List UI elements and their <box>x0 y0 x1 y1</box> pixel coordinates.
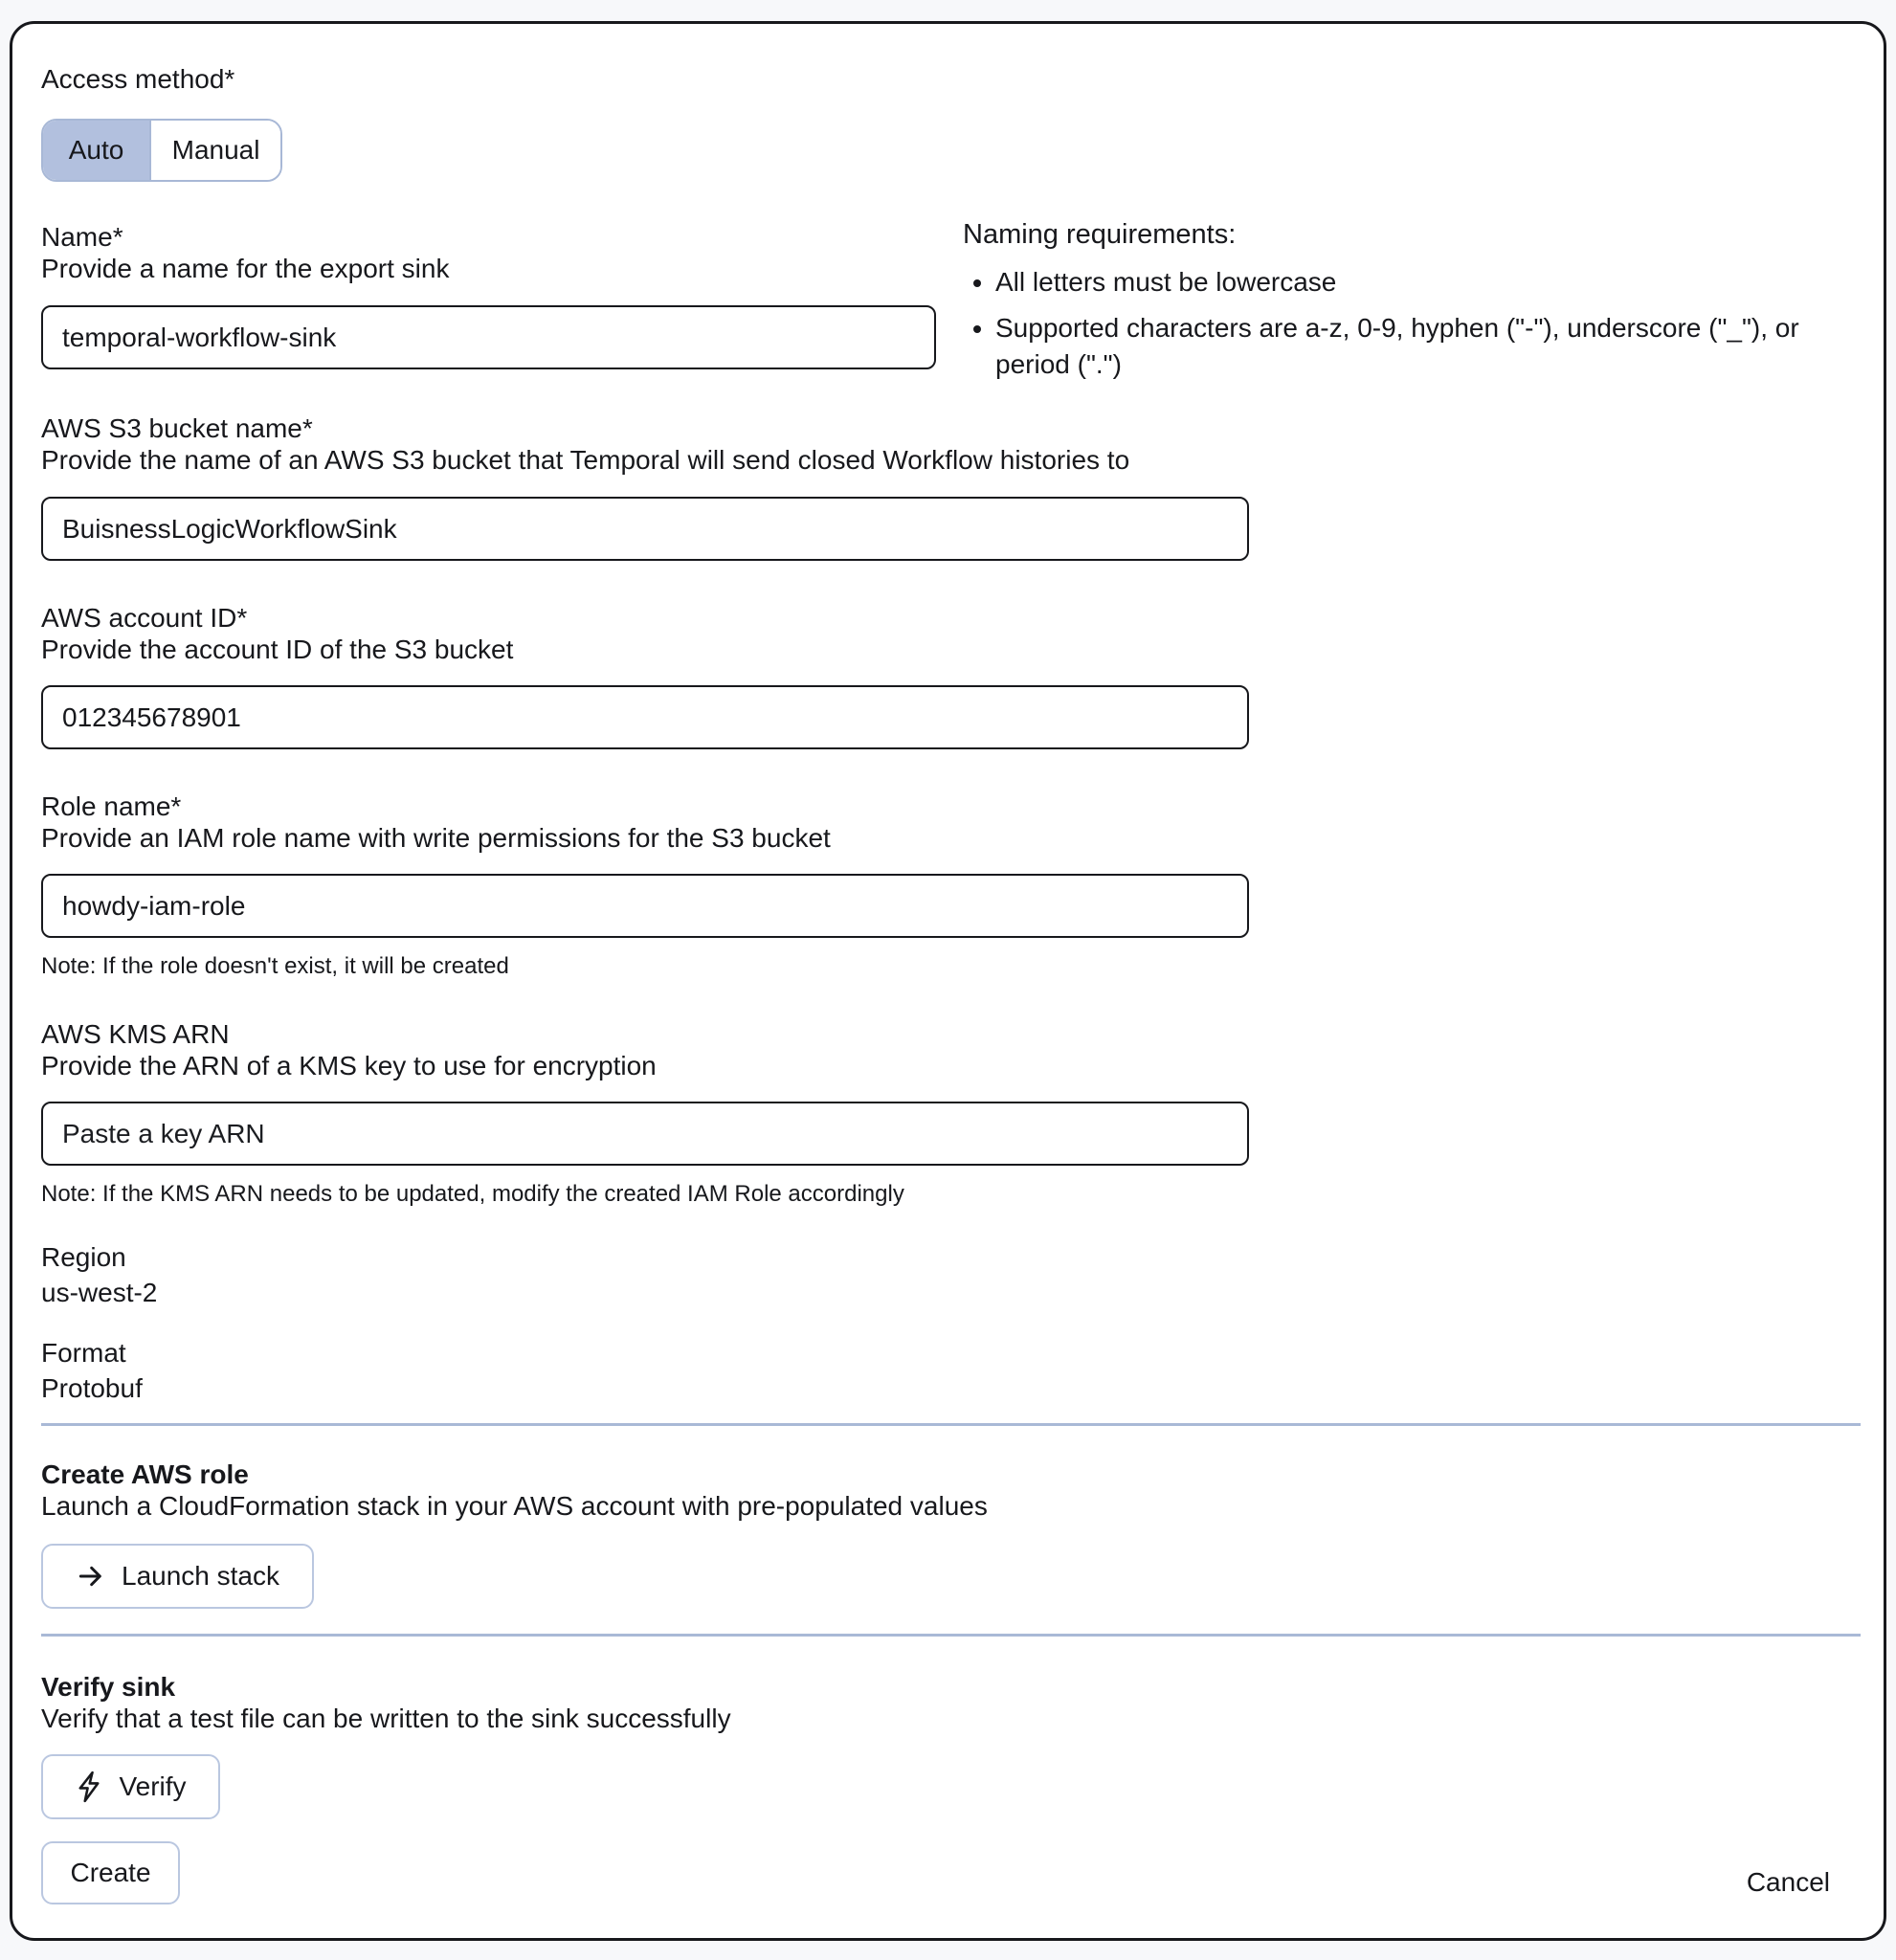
arrow-right-icon <box>76 1561 106 1592</box>
access-method-label: Access method* <box>41 64 235 94</box>
naming-requirement-item: • All letters must be lowercase <box>995 264 1863 301</box>
verify-button[interactable] <box>41 1754 220 1819</box>
section-divider <box>41 1634 1861 1637</box>
naming-requirement-item: • Supported characters are a-z, 0-9, hyphen ("-"), underscore ("_"), or period (".") <box>995 310 1863 383</box>
kms-arn-input[interactable] <box>41 1102 1249 1166</box>
create-label: Create <box>70 1858 151 1887</box>
format-value: Protobuf <box>41 1373 143 1403</box>
format-label: Format <box>41 1338 126 1368</box>
name-input[interactable] <box>41 305 936 369</box>
create-aws-role-title: Create AWS role <box>41 1459 249 1489</box>
naming-requirements-list <box>995 264 1863 383</box>
verify-label: Verify <box>119 1771 187 1801</box>
toggle-option-auto-label: Auto <box>68 135 124 165</box>
toggle-option-manual-label: Manual <box>171 135 260 165</box>
naming-requirements <box>963 216 1863 392</box>
account-id-description: Provide the account ID of the S3 bucket <box>41 635 514 664</box>
create-aws-role-description: Launch a CloudFormation stack in your AWS account with pre-populated values <box>41 1491 988 1521</box>
role-name-input[interactable] <box>41 874 1249 938</box>
launch-stack-label: Launch stack <box>122 1561 279 1591</box>
name-description: Provide a name for the export sink <box>41 254 450 283</box>
cancel-label: Cancel <box>1746 1867 1830 1897</box>
access-method-toggle <box>41 119 282 182</box>
account-id-label: AWS account ID* <box>41 603 248 633</box>
launch-stack-button[interactable] <box>41 1544 314 1609</box>
lightning-icon <box>75 1771 103 1803</box>
s3-bucket-input[interactable] <box>41 497 1249 561</box>
cancel-button[interactable] <box>1747 1854 1830 1911</box>
export-sink-form <box>10 21 1886 1941</box>
s3-bucket-description: Provide the name of an AWS S3 bucket that Temporal will send closed Workflow histories to <box>41 445 1130 475</box>
region-value: us-west-2 <box>41 1278 158 1307</box>
kms-arn-note: Note: If the KMS ARN needs to be updated, modify the created IAM Role accordingly <box>41 1181 904 1207</box>
verify-sink-description: Verify that a test file can be written to the sink successfully <box>41 1704 731 1733</box>
toggle-option-auto[interactable] <box>43 121 149 180</box>
name-label: Name* <box>41 222 123 252</box>
create-button[interactable] <box>41 1841 180 1904</box>
s3-bucket-label: AWS S3 bucket name* <box>41 413 313 443</box>
region-label: Region <box>41 1242 126 1272</box>
kms-arn-label: AWS KMS ARN <box>41 1019 230 1049</box>
kms-arn-description: Provide the ARN of a KMS key to use for encryption <box>41 1051 657 1080</box>
role-name-label: Role name* <box>41 791 182 821</box>
naming-requirements-title: Naming requirements: <box>963 219 1237 250</box>
account-id-input[interactable] <box>41 685 1249 749</box>
section-divider <box>41 1423 1861 1426</box>
role-name-note: Note: If the role doesn't exist, it will be created <box>41 953 509 979</box>
toggle-option-manual[interactable] <box>149 121 280 180</box>
role-name-description: Provide an IAM role name with write permissions for the S3 bucket <box>41 823 831 853</box>
verify-sink-title: Verify sink <box>41 1672 176 1702</box>
